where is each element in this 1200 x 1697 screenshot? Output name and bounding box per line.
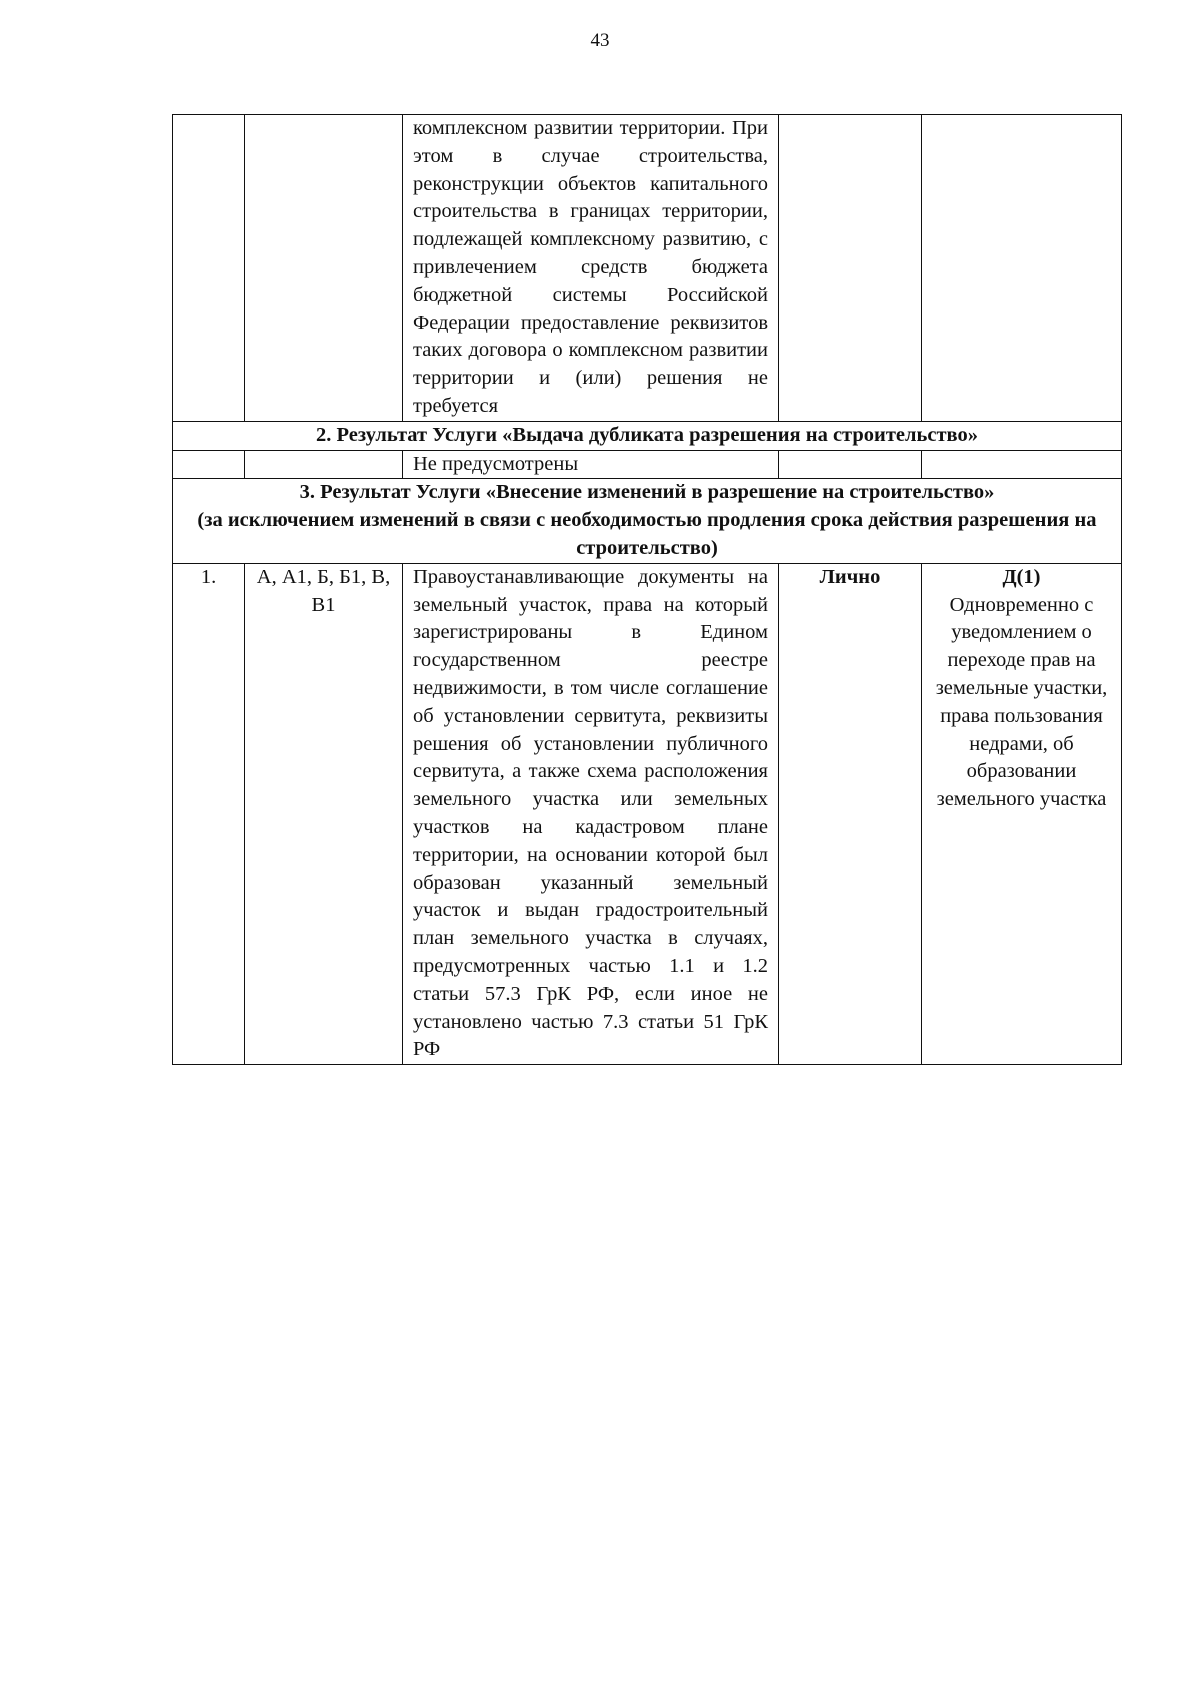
table-row-section-2 (173, 450, 1122, 479)
page-number: 43 (590, 30, 610, 51)
cell-categories-empty (245, 450, 403, 479)
requirements-table (172, 114, 1122, 1065)
row-document: Правоустанавливающие документы на земельный участок, права на который зарегистрированы в Едином государственном реестре недвижимости, в том числе соглашение об установлении сервитута, реквизиты решения об установлении публичного сервитута, а также схема расположения земельного участка или земельных участков на кадастровом плане территории, на основании которой был образован указанный земельный участок и выдан градостроительный план земельного участка в случаях, предусмотренных частью 1.1 и 1.2 статьи 57.3 ГрК РФ, если иное не установлено частью 7.3 статьи 51 ГрК РФ (403, 563, 779, 1064)
row-categories: А, А1, Б, Б1, В, В1 (245, 563, 403, 1064)
section-3-title-line2: (за исключением изменений в связи с необходимостью продления срока действия разрешения на строительство) (197, 509, 1097, 559)
section-2-title: 2. Результат Услуги «Выдача дубликата разрешения на строительство» (173, 421, 1122, 450)
table-row-continuation (173, 115, 1122, 422)
cell-number-empty (173, 115, 245, 422)
table-row-1 (173, 563, 1122, 1064)
row-code: Д(1) (1002, 565, 1041, 588)
cell-condition-empty (922, 450, 1122, 479)
row-code-cell (922, 563, 1122, 1064)
section-2-note: Не предусмотрены (403, 450, 779, 479)
section-3-title-line1: 3. Результат Услуги «Внесение изменений в разрешение на строительство» (299, 481, 995, 504)
cell-condition-empty (922, 115, 1122, 422)
section-3-header-row (173, 479, 1122, 563)
continuation-text: комплексном развитии территории. При этом в случае строительства, реконструкции объектов капитального строительства в границах территории, подлежащей комплексному развитию, с привлечением средств бюджета бюджетной системы Российской Федерации предоставление реквизитов таких договора о комплексном развитии территории и (или) решения не требуется (403, 115, 779, 422)
cell-method-empty (779, 115, 922, 422)
row-method: Лично (779, 563, 922, 1064)
row-number: 1. (173, 563, 245, 1064)
section-2-header-row (173, 421, 1122, 450)
cell-method-empty (779, 450, 922, 479)
section-3-title (173, 479, 1122, 563)
cell-categories-empty (245, 115, 403, 422)
row-condition: Одновременно с уведомлением о переходе прав на земельные участки, права пользования недрами, об образовании земельного участка (935, 593, 1108, 811)
cell-number-empty (173, 450, 245, 479)
